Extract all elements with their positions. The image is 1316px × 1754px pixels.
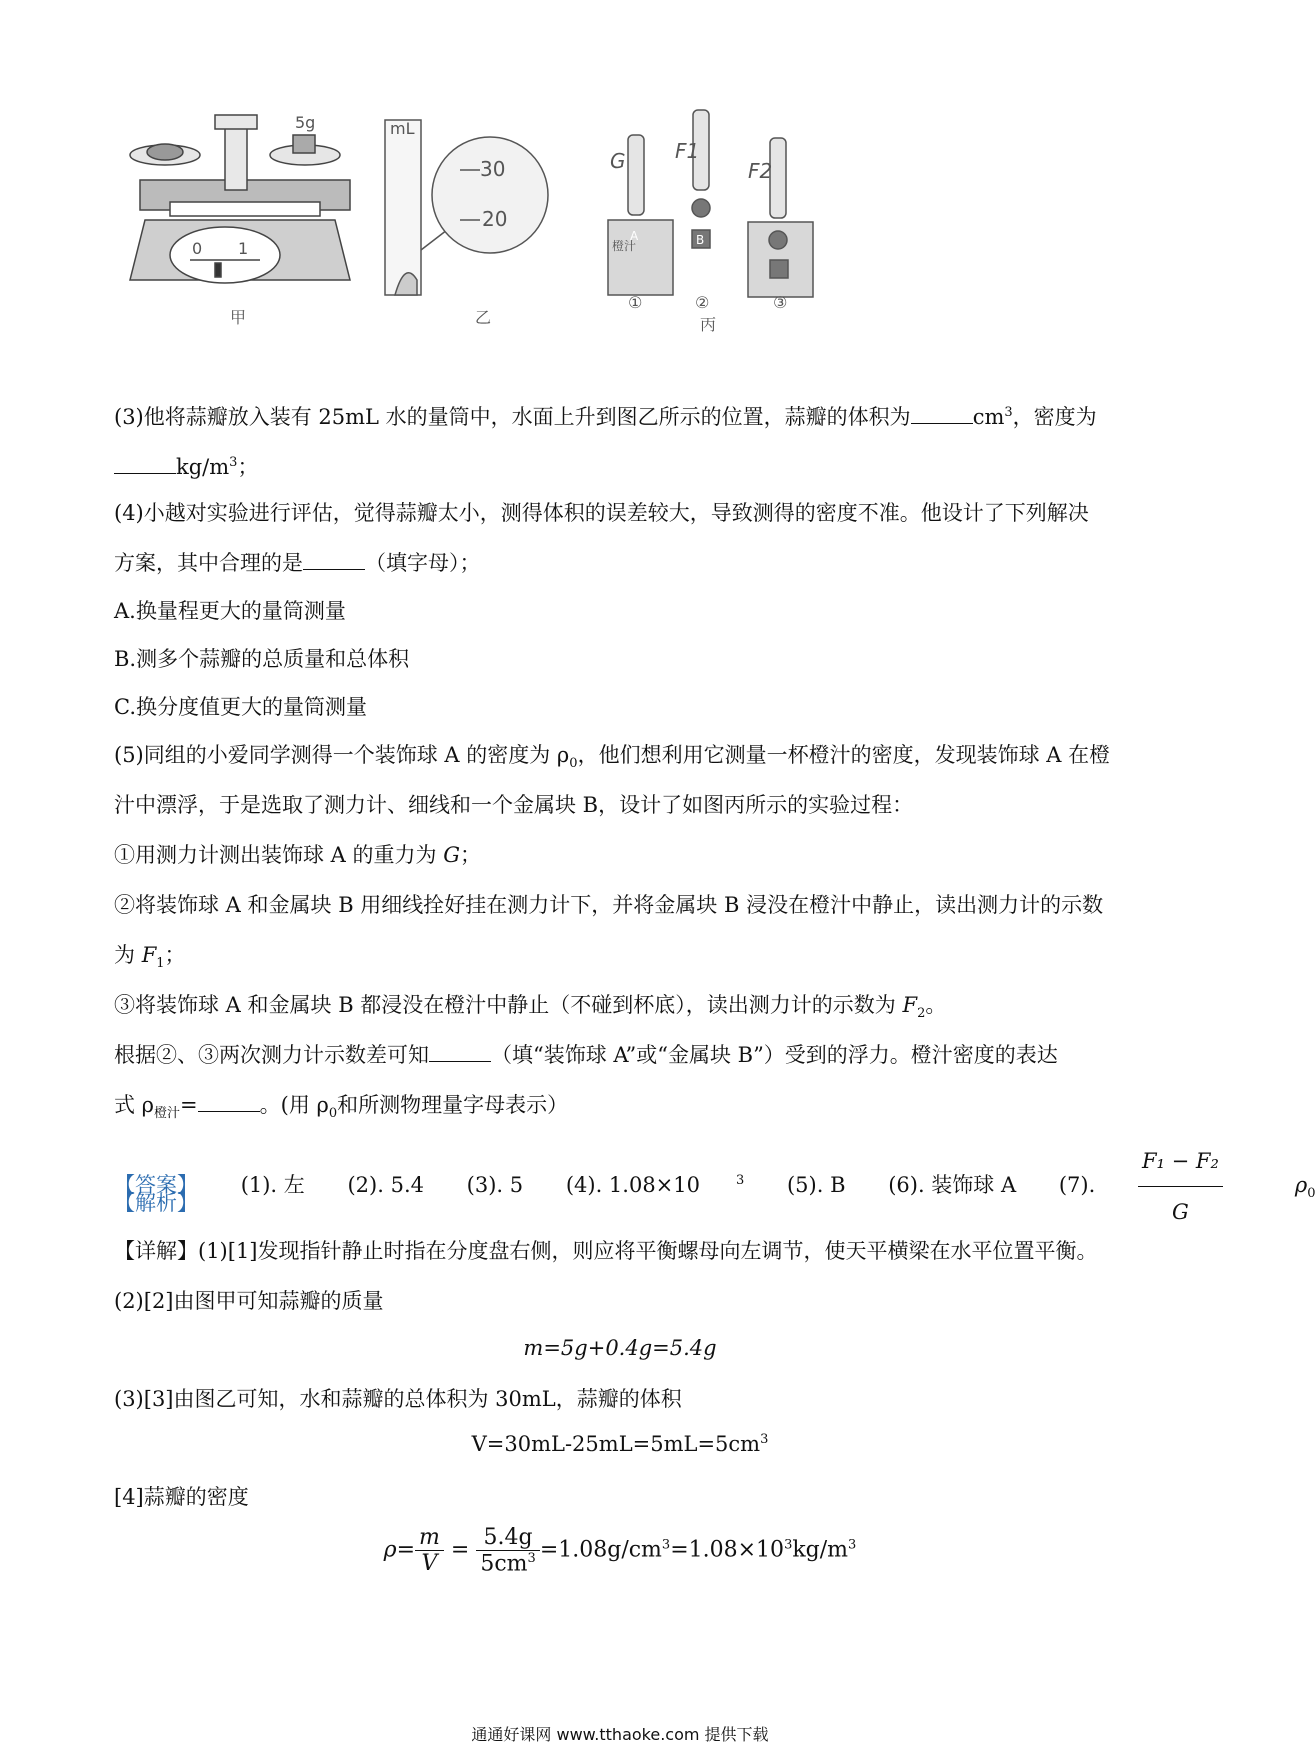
- analysis-p4: [4]蒜瓣的密度: [114, 1485, 249, 1509]
- cylinder-illustration: [385, 120, 548, 295]
- q4-option-b: B.测多个蒜瓣的总质量和总体积: [114, 647, 410, 671]
- juice-label: 橙汁: [612, 239, 637, 253]
- q3-line-1: (3)他将蒜瓣放入装有 25mL 水的量筒中，水面上升到图乙所示的位置，蒜瓣的体积为 $cm^3$，密度为: [114, 405, 1097, 429]
- apparatus-drawing: [130, 110, 1130, 380]
- step-mark-2: ②: [695, 293, 710, 312]
- q4-line-2: 方案，其中合理的是 （填字母）；: [114, 551, 481, 575]
- q5-expression: 式 $\rho_{橙汁}=$ 。(用 $\rho_0$和所测物理量字母表示）: [114, 1093, 569, 1122]
- meter-label-f1: F1: [675, 139, 700, 163]
- q3-line-2: $kg/m^3$；: [114, 448, 258, 482]
- answer-3: (3). 5: [466, 1173, 524, 1197]
- cylinder-unit: mL: [390, 119, 415, 138]
- equation-density: ρ= $\frac{m}{V}$ = $\frac{5.4g}{5cm^3}$ $=1.08g/cm^3=1.08\times 10^3kg/m^3$: [383, 1525, 857, 1577]
- answer-6: (6). 装饰球 A: [888, 1173, 1017, 1197]
- q5-density-blank: [198, 1093, 260, 1112]
- q4-option-a: A.换量程更大的量筒测量: [114, 599, 346, 623]
- q3-density-blank: [114, 455, 176, 474]
- answer-5: (5). B: [786, 1173, 846, 1197]
- answer-7: (7). $\frac{\text{F₁ − F₂}}{G}$ $\rho_0$: [1059, 1173, 1316, 1197]
- cylinder-mark-20: 20: [482, 207, 508, 231]
- analysis-p2: (2)[2]由图甲可知蒜瓣的质量: [114, 1289, 384, 1313]
- q5-buoyancy-blank: [429, 1043, 491, 1062]
- block-b-label: B: [696, 233, 705, 247]
- answer-2: (2). 5.4: [347, 1173, 424, 1197]
- q4-option-c: C.换分度值更大的量筒测量: [114, 695, 367, 719]
- answer-4: (4). 1.08×10 $^3$: [565, 1173, 745, 1197]
- meter-label-g: G: [610, 149, 626, 173]
- scale-mark-1: 1: [238, 239, 249, 258]
- caption-bing: 丙: [700, 315, 717, 334]
- analysis-label: 【解析】: [114, 1191, 198, 1215]
- q5-line-2: 汁中漂浮，于是选取了测力计、细线和一个金属块 B，设计了如图丙所示的实验过程：: [114, 793, 914, 817]
- equation-mass: m=5g+0.4g=5.4g: [523, 1336, 717, 1360]
- q4-blank: [303, 551, 365, 570]
- ball-a-label: A: [630, 229, 639, 243]
- analysis-p3: (3)[3]由图乙可知，水和蒜瓣的总体积为 30mL，蒜瓣的体积: [114, 1387, 682, 1411]
- q5-step-2: ②将装饰球 A 和金属块 B 用细线拴好挂在测力计下，并将金属块 B 浸没在橙汁中静止，读出测力计的示数: [114, 893, 1104, 917]
- answer-label: 【答案】: [114, 1173, 198, 1197]
- analysis-detail: 【详解】(1)[1]发现指针静止时指在分度盘右侧，则应将平衡螺母向左调节，使天平横梁在水平位置平衡。: [114, 1239, 1098, 1263]
- scale-mark-0: 0: [192, 239, 203, 258]
- answer-7-fraction: $\frac{\text{F₁ − F₂}}{G}$: [1138, 1136, 1259, 1237]
- meter-label-f2: F2: [748, 159, 773, 183]
- spring-scale-setups: [608, 110, 813, 297]
- q3-volume-blank: [911, 405, 973, 424]
- caption-jia: 甲: [230, 308, 247, 327]
- equation-volume: $V=30mL-25mL=5mL=5cm^3$: [471, 1432, 769, 1456]
- footer-source: 通通好课网 www.tthaoke.com 提供下载: [471, 1725, 769, 1744]
- q5-step-1: ①用测力计测出装饰球 A 的重力为 G；: [114, 843, 481, 867]
- weight-label: 5g: [295, 113, 316, 132]
- q4-line-1: (4)小越对实验进行评估，觉得蒜瓣太小，测得体积的误差较大，导致测得的密度不准。他设计了下列解决: [114, 501, 1089, 525]
- cylinder-mark-30: 30: [480, 157, 506, 181]
- q5-step-3: ③将装饰球 A 和金属块 B 都浸没在橙汁中静止（不碰到杯底），读出测力计的示数为 $F_2$。: [114, 993, 947, 1022]
- q5-line-1: (5)同组的小爱同学测得一个装饰球 A 的密度为 $\rho_0$，他们想利用它测量一杯橙汁的密度，发现装饰球 A 在橙: [114, 743, 1111, 772]
- answer-row: [114, 1136, 1316, 1237]
- answer-1: (1). 左: [240, 1173, 305, 1197]
- caption-yi: 乙: [475, 308, 492, 327]
- q5-step-2-cont: 为 $F_1$；: [114, 943, 186, 972]
- step-mark-3: ③: [773, 293, 788, 312]
- experiment-figure: [130, 110, 1130, 380]
- q5-conclusion: 根据②、③两次测力计示数差可知 （填“装饰球 A”或“金属块 B”）受到的浮力。橙汁密度的表达: [114, 1043, 1058, 1067]
- step-mark-1: ①: [628, 293, 643, 312]
